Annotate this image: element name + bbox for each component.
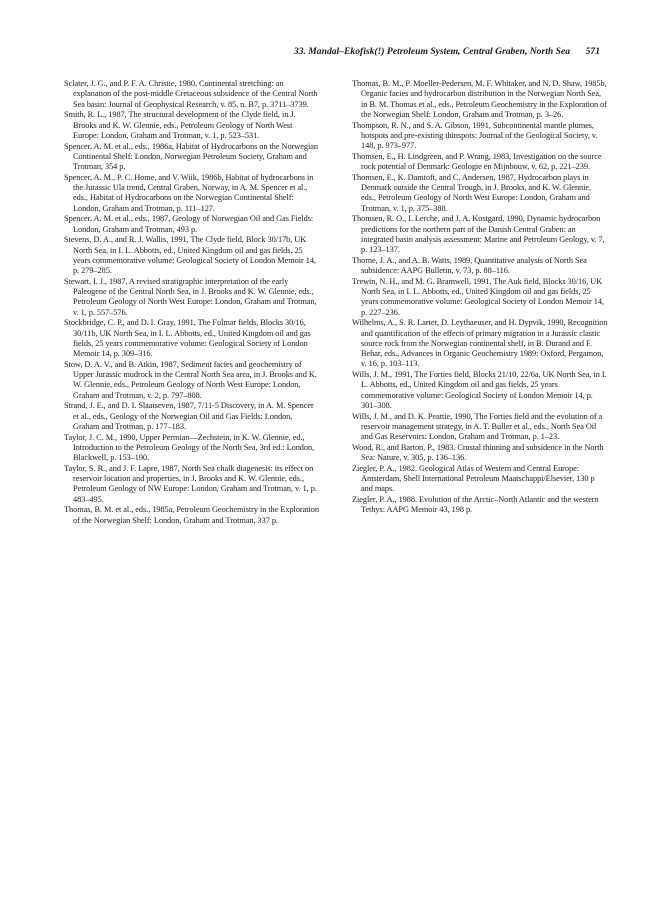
reference-item: Taylor, J. C. M., 1990, Upper Permian—Zechstein, in K. W. Glennie, ed., Introduction to the Petroleum Geology of the North Sea, 3rd ed.: London, Blackwell, p. 153–190.	[64, 432, 315, 462]
page-number: 571	[585, 46, 600, 57]
reference-item: Spencer, A. M. et al., eds., 1987, Geology of Norwegian Oil and Gas Fields: London, Graham and Trotman, 493 p.	[64, 214, 314, 234]
references-left-column	[64, 79, 320, 526]
reference-item: Ziegler, P. A., 1988. Evolution of the Arctic–North Atlantic and the western Tethys: AAPG Memoir 43, 198 p.	[352, 495, 599, 515]
reference-item: Stow, D. A. V., and B. Atkin, 1987, Sediment facies and geochemistry of Upper Jurassic mudrock in the Central North Sea area, in J. Brooks and K. W. Glennie, eds., Petroleum Geology of North West Europe: London, Graham and Trotman, v. 2, p. 797–808.	[64, 359, 317, 400]
reference-item: Sclater, J. G., and P. F. A. Christie, 1980, Continental stretching: an explanation of the post-middle Cretaceous subsidence of the Central North Sea basin: Journal of Geophysical Research, v. 85, n. B7, p. 3711–3739.	[64, 79, 318, 109]
reference-item: Stewart, I. J., 1987, A revised stratigraphic interpretation of the early Paleogene of the Central North Sea, in J. Brooks and K. W. Glennie, eds., Petroleum Geology of North West Europe: London, Graham and Trotman, v. 1, p. 557–576.	[64, 276, 317, 317]
reference-item: Trewin, N. H., and M. G. Bramwell, 1991, The Auk field, Blocks 30/16, UK North Sea, in I. L. Abbotts, ed., United Kingdom oil and gas fields, 25 years commemorative volume: Geological Society of London Memoir 14, p. 227–236.	[352, 276, 604, 317]
reference-item: Smith, R. L., 1987, The structural development of the Clyde field, in J. Brooks and K. W. Glennie, eds., Petroleum Geology of North West Europe: London, Graham and Trotman, v. 1, p. 523–531.	[64, 110, 296, 140]
reference-item: Wood, R., and Barton, P., 1983. Crustal thinning and subsidence in the North Sea: Nature, v. 305, p. 136–136.	[352, 442, 604, 462]
running-header	[60, 46, 600, 62]
reference-item: Thompson, R. N., and S. A. Gibson, 1991, Subcontinental mantle plumes, hotspots and pre-existing thinspots: Journal of the Geological Society, v. 148, p. 973–977.	[352, 120, 598, 150]
references-right-column	[352, 79, 608, 516]
reference-item: Strand, J. E., and D. I. Slaatseven, 1987, 7/11-5 Discovery, in A. M. Spencer et al., eds., Geology of the Norwegian Oil and Gas Fields: London, Graham and Trotman, p. 177–183.	[64, 401, 314, 431]
reference-item: Thomas, B. M., P. Moeller-Pedersen, M. F. Whitaker, and N. D. Shaw, 1985b, Organic facies and hydrocarbon distribution in the Norwegian North Sea, in B. M. Thomas et al., eds., Petroleum Geochemistry in the Exploration of the Norwegian Shelf: London, Graham and Trotman, p. 3–26.	[352, 79, 607, 119]
reference-item: Stockbridge, C. P., and D. I. Gray, 1991, The Fulmar fields, Blocks 30/16, 30/11b, UK North Sea, in I. L. Abbotts, ed., United Kingdom oil and gas fields, 25 years commemorative volume: Geological Society of London Memoir 14, p. 309–316.	[64, 318, 311, 358]
reference-item: Wills, J. M., 1991, The Forties field, Blocks 21/10, 22/6a, UK North Sea, in I. L. Abbotts, ed., United Kingdom oil and gas fields, 25 years commemorative volume: Geological Society of London Memoir 14, p. 301–308.	[352, 370, 607, 410]
reference-item: Taylor, S. R., and J. F. Lapre, 1987, North Sea chalk diagenesis: its effect on reservoir location and properties, in J. Brooks and K. W. Glennie, eds., Petroleum Geology of NW Europe: London, Graham and Trotman, v. 1, p. 483–495.	[64, 463, 317, 504]
reference-item: Spencer, A. M. et al., eds., 1986a, Habitat of Hydrocarbons on the Norwegian Continental Shelf: London, Norwegian Petroleum Society, Graham and Trotman, 354 p.	[64, 141, 318, 171]
reference-item: Thomsen, E., H. Lindgreen, and P. Wrang, 1983, Investigation on the source rock potential of Denmark: Geologie en Mijnbouw, v. 62, p. 221–239.	[352, 151, 602, 171]
reference-item: Thomsen, E., K. Damtoft, and C. Andersen, 1987, Hydrocarbon plays in Denmark outside the Central Trough, in J. Brooks, and K. W. Glennie, eds., Petroleum Geology of North West Europe: London, Graham and Trotman, v. 1, p. 375–388.	[352, 172, 592, 213]
reference-item: Ziegler, P. A., 1982. Geological Atlas of Western and Central Europe: Amsterdam, Shell International Petroleum Maatschappi/Elsevier, 130 p and maps.	[352, 463, 595, 494]
reference-item: Spencer, A. M., P. C. Home, and V. Wiik, 1986b, Habitat of hydrocarbons in the Jurassic Ula trend, Central Graben, Norway, in A. M. Spencer et al., eds., Habitat of Hydrocarbons on the Norwegian Continental Shelf: London, Graham and Trotman, p. 111–127.	[64, 172, 314, 213]
reference-item: Thomas, B. M. et al., eds., 1985a, Petroleum Geochemistry in the Exploration of the Norwegian Shelf: London, Graham and Trotman, 337 p.	[64, 505, 319, 525]
reference-item: Stevens, D. A., and R. J. Wallis, 1991, The Clyde field, Block 30/17b, UK North Sea, in I. L. Abbotts, ed., United Kingdom oil and gas fields, 25 years commemorative volume: Geological Society of London Memoir 14, p. 279–285.	[64, 235, 316, 275]
reference-item: Wills, J. M., and D. K. Peattie, 1990, The Forties field and the evolution of a reservoir management strategy, in A. T. Buller et al., eds., North Sea Oil and Gas Reservoirs: London, Graham and Trotman, p. 1–23.	[352, 411, 603, 441]
reference-item: Thorne, J. A., and A. B. Watts, 1989, Quantitative analysis of North Sea subsidence: AAPG Bulletin, v. 73, p. 88–116.	[352, 255, 587, 275]
reference-item: Wilhelms, A., S. R. Larter, D. Leythaeuser, and H. Dypvik, 1990, Recognition and quantification of the effects of primary migration in a Jurassic clastic source rock from the Norwegian continental shelf, in B. Durand and F. Behar, eds., Advances in Organic Geochemistry 1989: Oxford, Pergamon, v. 16, p. 103–113.	[352, 318, 608, 369]
reference-item: Thomsen, R. O., I. Lerche, and J. A. Kostgard, 1990, Dynamic hydrocarbon predictions for the northern part of the Danish Central Graben: an integrated basin analysis assessment: Marine and Petroleum Geology, v. 7, p. 123–137.	[352, 214, 605, 254]
running-title: 33. Mandal–Ekofisk(!) Petroleum System, Central Graben, North Sea	[293, 46, 570, 57]
